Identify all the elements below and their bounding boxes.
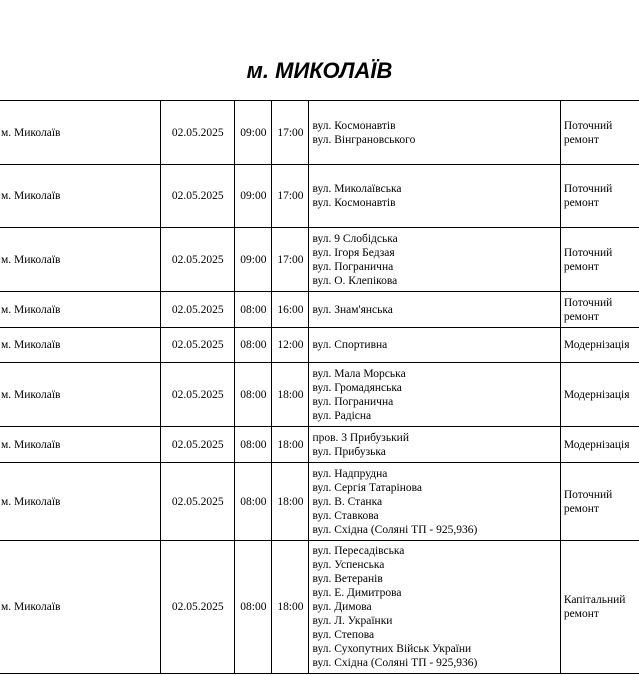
table-row: [0, 228, 639, 292]
city-cell: м. Миколаїв: [0, 292, 161, 328]
work-type-word: Поточний: [563, 246, 613, 259]
end-time-cell: 17:00: [272, 101, 309, 165]
city-cell: м. Миколаїв: [0, 363, 161, 427]
start-time-cell: 09:00: [235, 101, 272, 165]
date-cell: 02.05.2025: [161, 463, 235, 541]
end-time-cell: 12:00: [272, 328, 309, 363]
street-name: вул. Східна (Соляні ТП - 925,936): [312, 657, 478, 669]
start-time-cell: 08:00: [235, 463, 272, 541]
work-type-cell: [560, 328, 639, 363]
work-type-cell: [560, 292, 639, 328]
street-name: вул. Пересадівська: [312, 545, 405, 557]
date-cell: 02.05.2025: [161, 541, 235, 674]
street-name: вул. Погранична: [312, 260, 394, 273]
street-name: вул. Л. Українки: [312, 615, 393, 627]
date-cell: 02.05.2025: [161, 427, 235, 463]
street-name: вул. Степова: [312, 629, 375, 641]
city-cell: м. Миколаїв: [0, 541, 161, 674]
end-time-cell: 18:00: [272, 463, 309, 541]
street-name: вул. Сергія Татарінова: [312, 481, 423, 494]
street-name: вул. Погранична: [312, 395, 394, 408]
work-type-word: ремонт: [563, 608, 599, 620]
start-time-cell: 08:00: [235, 541, 272, 674]
street-name: вул. Вінграновського: [312, 133, 416, 146]
date-cell: 02.05.2025: [161, 328, 235, 363]
city-cell: м. Миколаїв: [0, 228, 161, 292]
start-time-cell: 09:00: [235, 228, 272, 292]
street-name: вул. Космонавтів: [312, 197, 396, 209]
table-row: [0, 463, 639, 541]
start-time-cell: 08:00: [235, 328, 272, 363]
outage-table: [0, 100, 639, 674]
work-type-word: ремонт: [563, 197, 599, 209]
work-type-cell: [560, 165, 639, 228]
page-title: м. МИКОЛАЇВ: [246, 58, 393, 83]
end-time-cell: 18:00: [272, 363, 309, 427]
street-name: вул. Знам'янська: [312, 303, 393, 316]
work-type-cell: [560, 101, 639, 165]
city-cell: м. Миколаїв: [0, 101, 161, 165]
street-name: вул. Радісна: [312, 409, 372, 422]
street-name: пров. 3 Прибузький: [312, 431, 409, 444]
start-time-cell: 09:00: [235, 165, 272, 228]
work-type-cell: [560, 541, 639, 674]
table-row: [0, 427, 639, 463]
end-time-cell: 17:00: [272, 228, 309, 292]
date-cell: 02.05.2025: [161, 292, 235, 328]
street-name: вул. Ветеранів: [312, 573, 383, 585]
streets-cell: [309, 292, 560, 328]
work-type-cell: [560, 228, 639, 292]
street-name: вул. Прибузька: [312, 445, 386, 458]
work-type-word: Модернізація: [563, 388, 630, 401]
streets-cell: [309, 363, 560, 427]
city-cell: м. Миколаїв: [0, 165, 161, 228]
street-name: вул. Ставкова: [312, 509, 379, 522]
street-name: вул. Ігоря Бедзая: [312, 246, 395, 259]
streets-cell: [309, 427, 560, 463]
street-name: вул. Спортивна: [312, 339, 388, 351]
start-time-cell: 08:00: [235, 363, 272, 427]
street-name: вул. В. Станка: [312, 495, 383, 508]
work-type-word: Поточний: [563, 296, 613, 309]
work-type-word: ремонт: [563, 502, 599, 515]
work-type-word: ремонт: [563, 310, 599, 323]
date-cell: 02.05.2025: [161, 363, 235, 427]
street-name: вул. Мала Морська: [312, 367, 406, 380]
street-name: вул. Космонавтів: [312, 119, 396, 132]
end-time-cell: 18:00: [272, 541, 309, 674]
city-cell: м. Миколаїв: [0, 427, 161, 463]
street-name: вул. Сухопутних Військ України: [312, 643, 472, 655]
streets-cell: [309, 165, 560, 228]
street-name: вул. 9 Слобідська: [312, 232, 398, 245]
table-row: [0, 328, 639, 363]
table-row: [0, 165, 639, 228]
end-time-cell: 17:00: [272, 165, 309, 228]
date-cell: 02.05.2025: [161, 165, 235, 228]
outage-table-body: [0, 101, 639, 674]
work-type-word: Поточний: [563, 488, 613, 501]
work-type-cell: [560, 363, 639, 427]
streets-cell: [309, 328, 560, 363]
street-name: вул. О. Клепікова: [312, 274, 398, 287]
work-type-word: Поточний: [563, 119, 613, 132]
start-time-cell: 08:00: [235, 292, 272, 328]
street-name: вул. Громадянська: [312, 381, 402, 394]
work-type-word: ремонт: [563, 133, 599, 146]
streets-cell: [309, 101, 560, 165]
work-type-word: Модернізація: [563, 438, 630, 451]
street-name: вул. Східна (Соляні ТП - 925,936): [312, 523, 478, 536]
city-cell: м. Миколаїв: [0, 328, 161, 363]
street-name: вул. Надпрудна: [312, 467, 388, 480]
street-name: вул. Миколаївська: [312, 183, 402, 195]
street-name: вул. Е. Димитрова: [312, 587, 402, 599]
table-row: [0, 363, 639, 427]
city-cell: м. Миколаїв: [0, 463, 161, 541]
table-row: [0, 541, 639, 674]
date-cell: 02.05.2025: [161, 228, 235, 292]
street-name: вул. Успенська: [312, 559, 385, 571]
work-type-word: Капітальний: [563, 594, 626, 606]
street-name: вул. Димова: [312, 601, 372, 613]
date-cell: 02.05.2025: [161, 101, 235, 165]
work-type-cell: [560, 427, 639, 463]
streets-cell: [309, 228, 560, 292]
end-time-cell: 18:00: [272, 427, 309, 463]
streets-cell: [309, 541, 560, 674]
streets-cell: [309, 463, 560, 541]
work-type-word: Поточний: [563, 183, 613, 195]
work-type-cell: [560, 463, 639, 541]
table-row: [0, 101, 639, 165]
table-row: [0, 292, 639, 328]
end-time-cell: 16:00: [272, 292, 309, 328]
start-time-cell: 08:00: [235, 427, 272, 463]
work-type-word: ремонт: [563, 260, 599, 273]
work-type-word: Модернізація: [563, 339, 630, 351]
